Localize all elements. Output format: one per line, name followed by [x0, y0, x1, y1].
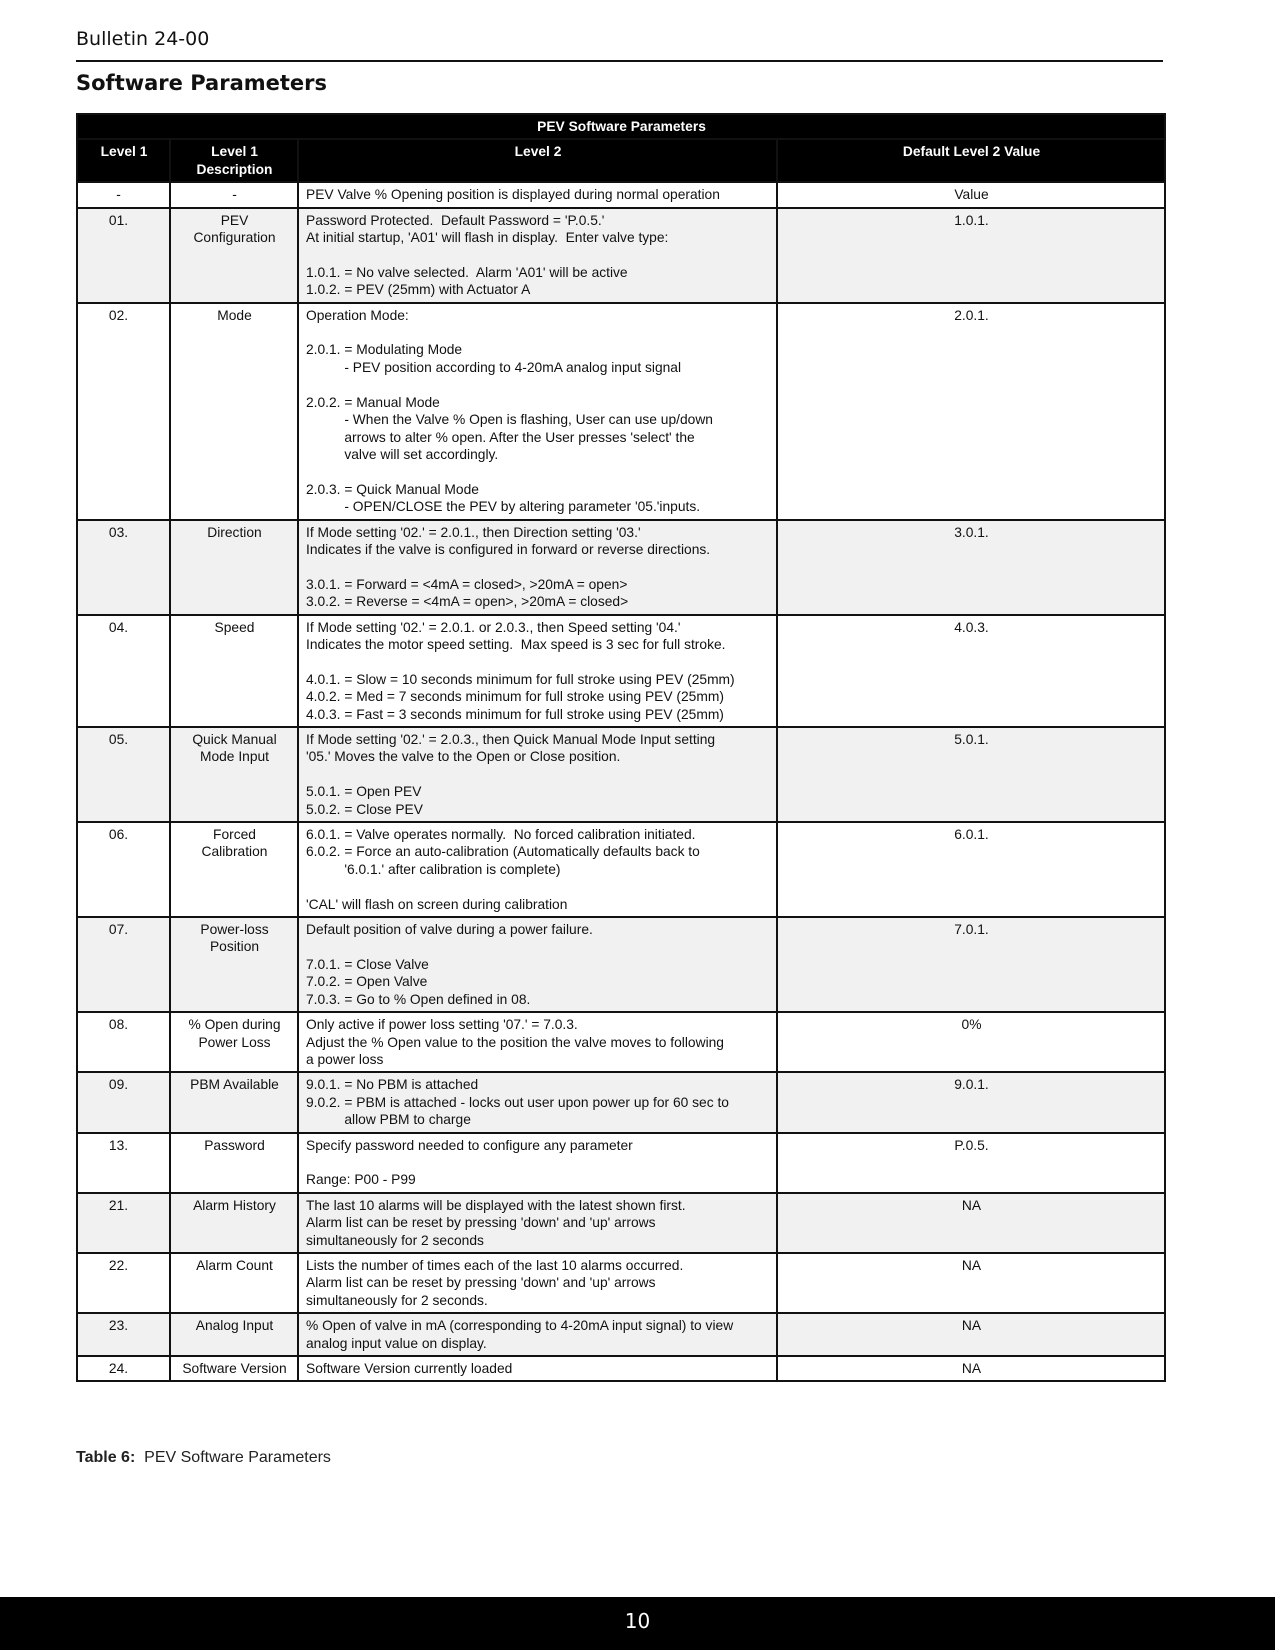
level1-cell [77, 303, 170, 520]
software-parameters-table [76, 113, 1166, 1382]
default-value-cell [777, 1253, 1165, 1313]
description-cell-text: % Open during Power Loss [188, 1017, 281, 1050]
level1-cell-text: 07. [108, 922, 129, 938]
table-row [77, 303, 1165, 520]
level1-cell-text: 22. [108, 1257, 129, 1273]
description-cell [170, 1253, 298, 1313]
default-value-cell-text: 5.0.1. [954, 732, 989, 747]
default-value-cell-text: NA [961, 1361, 982, 1376]
section-title: Software Parameters [76, 71, 327, 95]
level1-cell-text: 03. [108, 524, 129, 540]
default-value-cell [777, 917, 1165, 1012]
level2-cell-text: Default position of valve during a power failure. 7.0.1. = Close Valve 7.0.2. = Open Valve 7.0.3. = Go to % Open defined in 08. [306, 922, 593, 1007]
table-row [77, 1012, 1165, 1072]
default-value-cell-text: 4.0.3. [954, 619, 989, 635]
default-value-cell [777, 1072, 1165, 1132]
default-value-cell [777, 303, 1165, 520]
default-value-cell [777, 615, 1165, 727]
level2-cell [298, 1313, 777, 1356]
level1-cell [77, 1313, 170, 1356]
default-value-cell-text: 2.0.1. [954, 307, 989, 323]
level2-cell-text: 9.0.1. = No PBM is attached 9.0.2. = PBM is attached - locks out user upon power up for 60 sec to allow PBM to charge [306, 1077, 729, 1128]
level1-cell-text: 04. [108, 619, 129, 635]
column-header-level1-description: Level 1 Description [170, 139, 298, 182]
default-value-cell [777, 1193, 1165, 1253]
description-cell [170, 917, 298, 1012]
table-row [77, 1193, 1165, 1253]
page-footer [0, 1597, 1275, 1650]
table-row [77, 1313, 1165, 1356]
table-row [77, 182, 1165, 207]
description-cell [170, 1072, 298, 1132]
description-cell [170, 727, 298, 822]
default-value-cell [777, 1356, 1165, 1381]
table-row [77, 615, 1165, 727]
default-value-cell-text: 9.0.1. [954, 1077, 989, 1093]
table-row [77, 1072, 1165, 1132]
level2-cell-text: Password Protected. Default Password = 'P.0.5.' At initial startup, 'A01' will flash in display. Enter valve type: 1.0.1. = No valve selected. Alarm 'A01' will be active 1.0.2. = PEV (25mm) with Actuator A [306, 212, 669, 298]
level2-cell-text: If Mode setting '02.' = 2.0.3., then Quick Manual Mode Input setting '05.' Moves the valve to the Open or Close position. 5.0.1. = Open PEV 5.0.2. = Close PEV [306, 732, 716, 817]
level2-cell-text: If Mode setting '02.' = 2.0.1. or 2.0.3., then Speed setting '04.' Indicates the motor speed setting. Max speed is 3 sec for full stroke. 4.0.1. = Slow = 10 seconds minimum for full stroke using PEV (25mm) 4.0.2. = Med = 7 seconds minimum for full stroke using PEV (25mm) 4.0.3. = Fast = 3 seconds minimum for full stroke using PEV (25mm) [306, 619, 735, 722]
level2-cell [298, 182, 777, 207]
description-cell [170, 1356, 298, 1381]
default-value-cell-text: NA [961, 1318, 982, 1334]
level2-cell-text: % Open of valve in mA (corresponding to 4-20mA input signal) to view analog input value on display. [306, 1318, 734, 1351]
level2-cell [298, 1072, 777, 1132]
description-cell-text: PEV Configuration [193, 212, 276, 246]
description-cell [170, 520, 298, 615]
level2-cell-text: Only active if power loss setting '07.' = 7.0.3. Adjust the % Open value to the position the valve moves to following a power loss [306, 1017, 724, 1067]
description-cell-text: PBM Available [190, 1077, 279, 1093]
default-value-cell-text: 7.0.1. [954, 922, 989, 938]
level1-cell-text: 13. [108, 1137, 129, 1153]
column-header-level2: Level 2 [298, 139, 777, 182]
level2-cell [298, 303, 777, 520]
level2-cell-text: The last 10 alarms will be displayed with the latest shown first. Alarm list can be reset by pressing 'down' and 'up' arrows simultaneously for 2 seconds [306, 1197, 686, 1248]
description-cell-text: - [232, 187, 237, 203]
default-value-cell [777, 208, 1165, 303]
table-row [77, 917, 1165, 1012]
description-cell-text: Direction [207, 524, 262, 540]
level2-cell [298, 208, 777, 303]
description-cell [170, 1012, 298, 1072]
description-cell [170, 1193, 298, 1253]
level2-cell [298, 1356, 777, 1381]
table-row [77, 1253, 1165, 1313]
level1-cell-text: 21. [108, 1197, 129, 1213]
default-value-cell [777, 727, 1165, 822]
level2-cell [298, 822, 777, 917]
default-value-cell-text: 1.0.1. [954, 212, 989, 228]
level1-cell [77, 822, 170, 917]
level1-cell [77, 182, 170, 207]
description-cell-text: Forced Calibration [201, 827, 268, 860]
level1-cell [77, 727, 170, 822]
level2-cell-text: Specify password needed to configure any parameter Range: P00 - P99 [306, 1137, 633, 1188]
description-cell [170, 822, 298, 917]
table-caption [76, 1449, 331, 1467]
default-value-cell-text: NA [961, 1257, 982, 1273]
caption-text: PEV Software Parameters [144, 1449, 331, 1466]
level1-cell [77, 1356, 170, 1381]
table-title: PEV Software Parameters [77, 114, 1165, 139]
description-cell-text: Software Version [182, 1361, 287, 1376]
level2-cell [298, 1012, 777, 1072]
default-value-cell-text: Value [954, 187, 989, 203]
default-value-cell-text: 6.0.1. [954, 827, 989, 843]
default-value-cell-text: P.0.5. [954, 1137, 989, 1153]
default-value-cell-text: NA [961, 1197, 982, 1213]
bulletin-number: Bulletin 24-00 [76, 28, 210, 50]
level2-cell-text: Lists the number of times each of the last 10 alarms occurred. Alarm list can be reset by pressing 'down' and 'up' arrows simultaneously for 2 seconds. [306, 1257, 684, 1308]
column-header-level1: Level 1 [77, 139, 170, 182]
default-value-cell-text: 0% [961, 1017, 982, 1033]
level2-cell [298, 917, 777, 1012]
level2-cell-text: If Mode setting '02.' = 2.0.1., then Direction setting '03.' Indicates if the valve is configured in forward or reverse directions. 3.0.1. = Forward = <4mA = closed>, >20mA = open> 3.0.2. = Reverse = <4mA = open>, >20mA = closed> [306, 524, 711, 610]
description-cell-text: Mode [217, 307, 252, 323]
level1-cell-text: 24. [108, 1361, 129, 1376]
level2-cell [298, 1253, 777, 1313]
level1-cell-text: 01. [108, 212, 129, 228]
default-value-cell [777, 182, 1165, 207]
level2-cell-text: PEV Valve % Opening position is displayed during normal operation [306, 187, 720, 203]
description-cell-text: Analog Input [195, 1318, 274, 1334]
description-cell [170, 1133, 298, 1193]
default-value-cell [777, 822, 1165, 917]
default-value-cell [777, 1313, 1165, 1356]
caption-label: Table 6: [76, 1449, 136, 1466]
description-cell [170, 615, 298, 727]
description-cell-text: Speed [214, 619, 255, 635]
level2-cell [298, 520, 777, 615]
level1-cell [77, 1012, 170, 1072]
level2-cell-text: 6.0.1. = Valve operates normally. No forced calibration initiated. 6.0.2. = Force an auto-calibration (Automatically defaults back to '6.0.1.' after calibration is complete) 'CAL' will flash on screen during calibration [306, 827, 700, 912]
level1-cell-text: 08. [108, 1017, 129, 1033]
table-row [77, 1356, 1165, 1381]
table-row [77, 520, 1165, 615]
default-value-cell [777, 1012, 1165, 1072]
level2-cell-text: Software Version currently loaded [306, 1361, 513, 1376]
default-value-cell [777, 520, 1165, 615]
level1-cell [77, 615, 170, 727]
table-row [77, 822, 1165, 917]
description-cell-text: Password [204, 1137, 265, 1153]
level2-cell [298, 1193, 777, 1253]
table-row [77, 727, 1165, 822]
default-value-cell [777, 1133, 1165, 1193]
description-cell-text: Quick Manual Mode Input [192, 732, 277, 765]
description-cell [170, 1313, 298, 1356]
level1-cell [77, 1133, 170, 1193]
level1-cell-text: - [116, 187, 121, 203]
level1-cell-text: 05. [108, 732, 129, 747]
table-row [77, 208, 1165, 303]
level1-cell [77, 520, 170, 615]
level1-cell-text: 02. [108, 307, 129, 323]
level1-cell-text: 09. [108, 1077, 129, 1093]
description-cell [170, 303, 298, 520]
level1-cell-text: 23. [108, 1318, 129, 1334]
column-header-default-value: Default Level 2 Value [777, 139, 1165, 182]
level1-cell [77, 1253, 170, 1313]
description-cell-text: Alarm History [193, 1197, 276, 1213]
page-number: 10 [624, 1609, 651, 1633]
table-row [77, 1133, 1165, 1193]
header-rule [76, 60, 1163, 62]
level2-cell [298, 615, 777, 727]
level2-cell-text: Operation Mode: 2.0.1. = Modulating Mode - PEV position according to 4-20mA analog input signal 2.0.2. = Manual Mode - When the Valve % Open is flashing, User can use up/down arrows to alter % open. After the User presses 'select' the valve will set accordingly. 2.0.3. = Quick Manual Mode - OPEN/CLOSE the PEV by altering parameter '05.'inputs. [306, 307, 713, 515]
level1-cell [77, 1193, 170, 1253]
level2-cell [298, 727, 777, 822]
description-cell [170, 182, 298, 207]
level1-cell [77, 208, 170, 303]
level2-cell [298, 1133, 777, 1193]
description-cell [170, 208, 298, 303]
level1-cell-text: 06. [108, 827, 129, 843]
description-cell-text: Alarm Count [196, 1257, 273, 1273]
default-value-cell-text: 3.0.1. [954, 524, 989, 540]
description-cell-text: Power-loss Position [200, 922, 269, 955]
level1-cell [77, 1072, 170, 1132]
level1-cell [77, 917, 170, 1012]
